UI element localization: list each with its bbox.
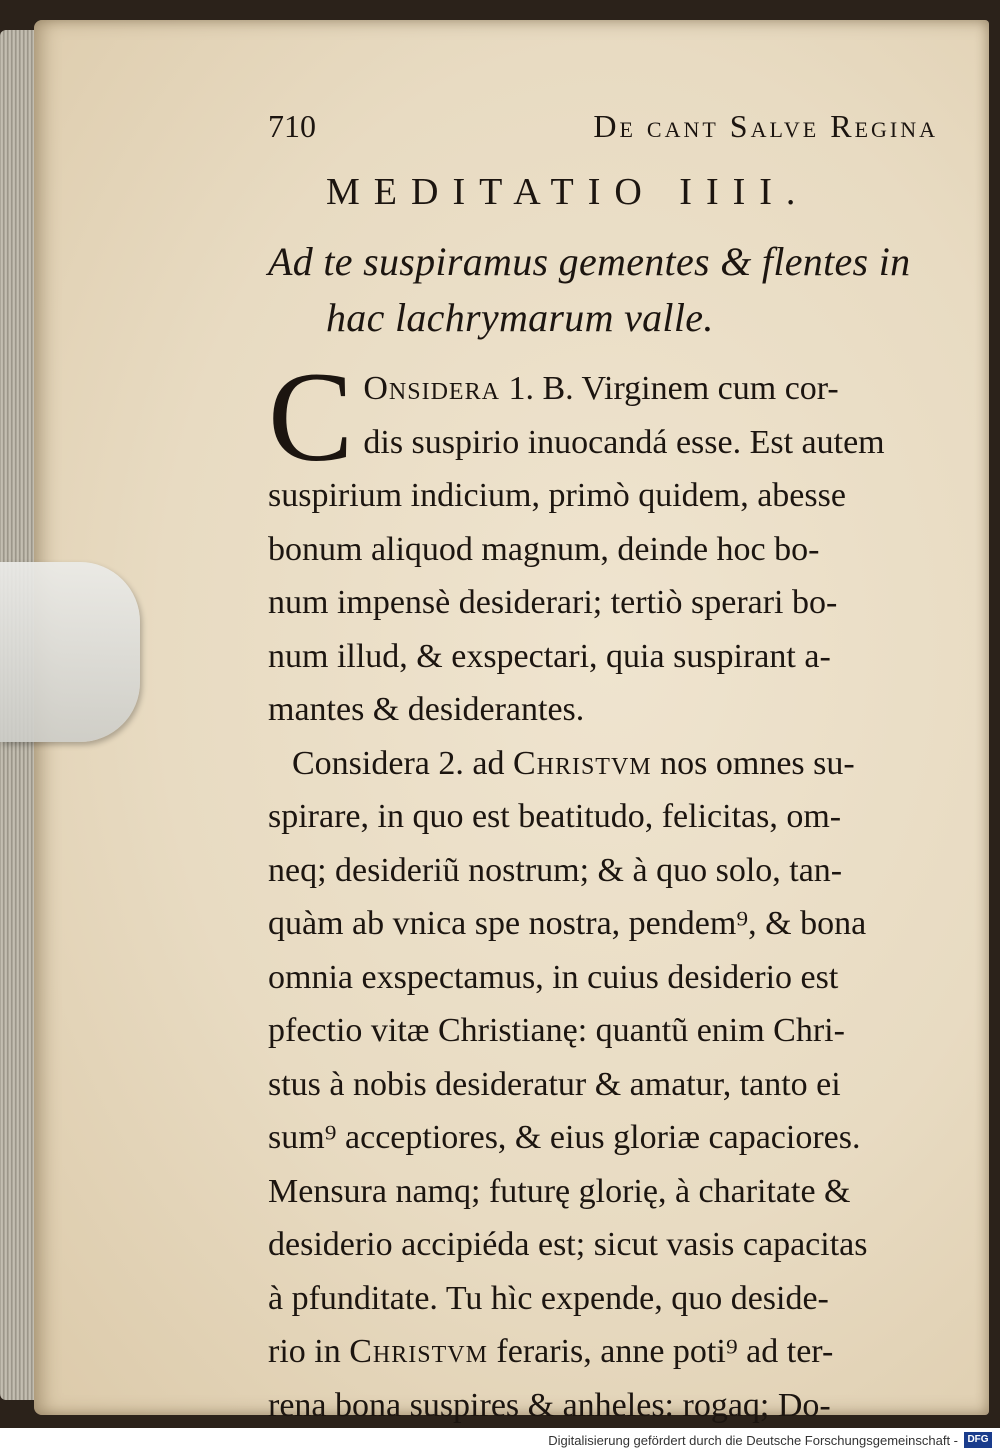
text-line: Mensura namq; futurę glorię, à charitate &: [268, 1172, 851, 1210]
meditatio-title: [268, 234, 938, 346]
text-line: suspirium indicium, primò quidem, abesse: [268, 477, 846, 514]
section-heading: MEDITATIO IIII.: [326, 171, 810, 213]
text-line: neq; desideriũ nostrum; & à quo solo, tan-: [268, 851, 843, 889]
text-line: stus à nobis desideratur & amatur, tanto ei: [268, 1065, 841, 1103]
text-line: num illud, & exspectari, quia suspirant a-: [268, 637, 831, 675]
dfg-logo: DFG: [964, 1432, 992, 1448]
text-line: mantes & desiderantes.: [268, 691, 585, 728]
text-line: dis suspirio inuocandá esse. Est autem: [363, 423, 885, 461]
christum-name: Christvm: [512, 744, 652, 782]
drop-cap: C: [268, 346, 354, 488]
title-line-1: Ad te suspiramus gementes & flentes in: [268, 239, 911, 284]
plastic-clip: [0, 562, 140, 742]
text-line: à pfunditate. Tu hìc expende, quo deside-: [268, 1279, 829, 1317]
text-line-segment: 1. B. Virginem cum cor-: [508, 370, 839, 407]
text-line: pfectio vitæ Christianę: quantũ enim Chri-: [268, 1012, 845, 1049]
first-word: Onsidera: [363, 370, 500, 407]
running-head: [268, 108, 938, 156]
running-title: De cant Salve Regina: [593, 108, 938, 144]
page-text: [268, 108, 938, 1428]
text-line: sum⁹ acceptiores, & eius gloriæ capaciores.: [268, 1119, 861, 1156]
text-line: bonum aliquod magnum, deinde hoc bo-: [268, 530, 820, 568]
digitization-footer: [0, 1428, 1000, 1452]
text-line: num impensè desiderari; tertiò sperari bo-: [268, 584, 838, 621]
text-line: spirare, in quo est beatitudo, felicitas, om-: [268, 798, 842, 835]
christum-name: Christvm: [349, 1333, 488, 1370]
text-line: [268, 737, 938, 791]
text-line: [268, 1325, 938, 1379]
text-line-segment: feraris, anne poti⁹ ad ter-: [496, 1333, 834, 1370]
text-line: rena bona suspires & anheles: rogaq; Do-: [268, 1386, 831, 1424]
text-line-segment: Considera 2. ad: [292, 744, 505, 782]
title-line-2: hac lachrymarum valle.: [326, 295, 714, 340]
body-text: [268, 346, 938, 1428]
text-line: quàm ab vnica spe nostra, pendem⁹, & bona: [268, 905, 867, 942]
footer-credit: Digitalisierung gefördert durch die Deutsche Forschungsgemeinschaft -: [548, 1433, 958, 1448]
text-line: omnia exspectamus, in cuius desiderio est: [268, 958, 839, 996]
paragraph-1: [268, 346, 938, 737]
text-line: [268, 362, 938, 416]
text-line-segment: rio in: [268, 1333, 341, 1370]
text-line: desiderio accipiéda est; sicut vasis capacitas: [268, 1226, 868, 1263]
paragraph-2: [268, 737, 938, 1429]
text-line-segment: nos omnes su-: [660, 744, 855, 782]
page-number: 710: [268, 108, 316, 144]
